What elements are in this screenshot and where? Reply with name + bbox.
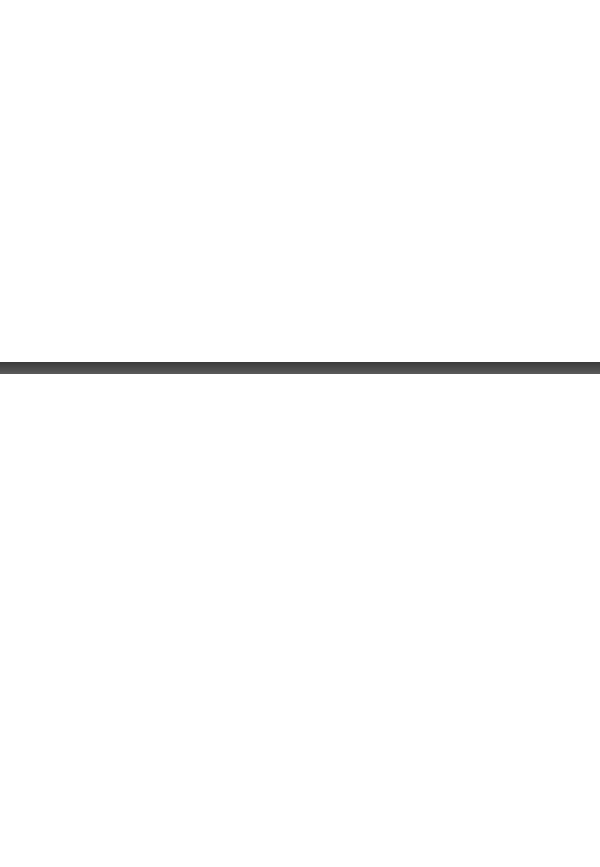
- toc-page-lower: [0, 374, 600, 867]
- toc-page-upper: [0, 0, 600, 362]
- page-gap: [0, 362, 600, 374]
